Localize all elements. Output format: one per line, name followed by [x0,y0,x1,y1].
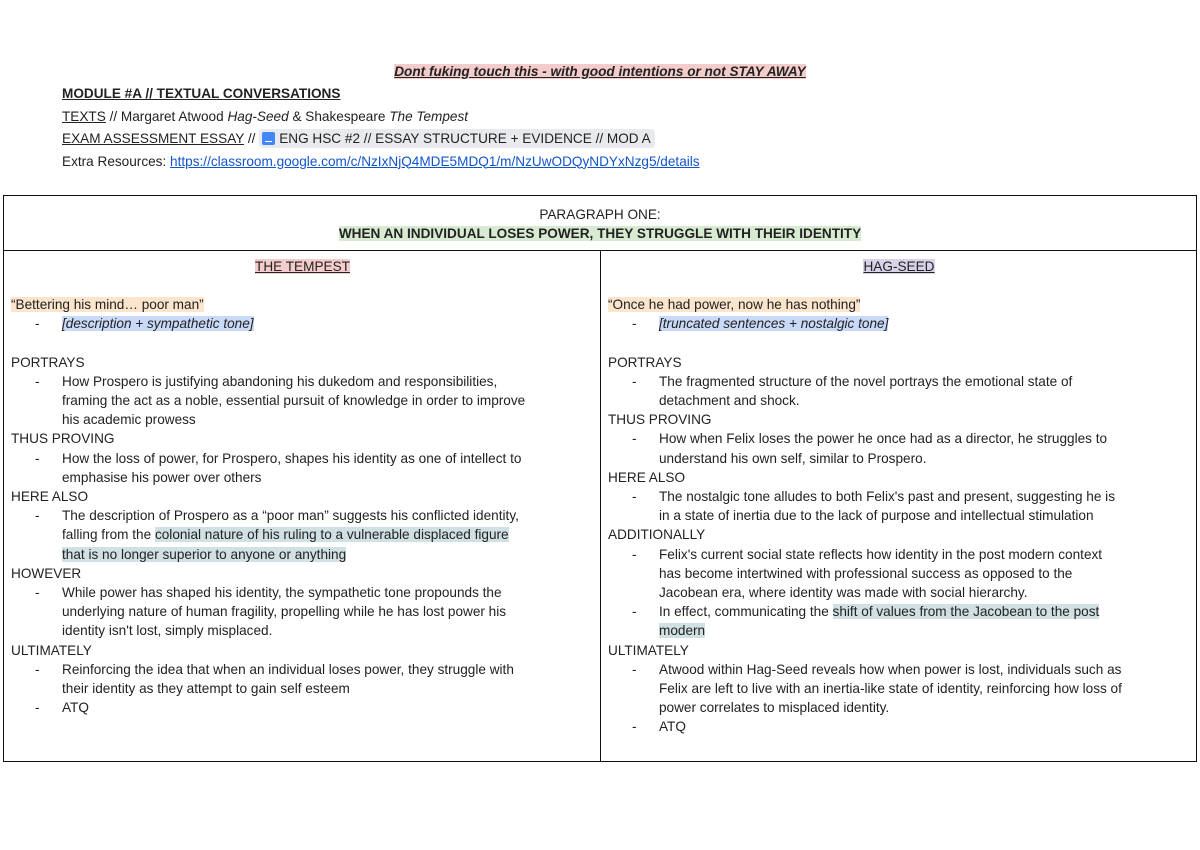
list-item-text: his academic prowess [62,412,196,428]
texts-label: TEXTS [62,108,106,124]
document-header [62,62,1142,173]
list-item-text: While power has shaped his identity, the sympathetic tone propounds the [62,585,502,601]
highlighted-text: modern [659,623,706,639]
highlighted-text: that is no longer superior to anyone or anything [62,546,347,562]
list-item [608,372,1190,410]
column-title-hag-seed [608,257,1190,276]
texts-line [62,106,1142,129]
text-title-tempest: The Tempest [389,108,469,124]
tempest-column [4,251,601,761]
section-label: THUS PROVING [608,412,712,428]
section-label: ULTIMATELY [11,642,92,658]
warning-text: Dont fuking touch this - with good intentions or not STAY AWAY [394,64,806,79]
tempest-device [11,314,594,333]
list-item-text: How Prospero is justifying abandoning his dukedom and responsibilities, [62,373,498,389]
list-item [608,717,1190,736]
list-item [11,660,594,698]
exam-line [62,128,1142,151]
column-title-tempest [11,257,594,276]
list-item-text: ATQ [659,719,686,735]
list-item-text: their identity as they attempt to gain self esteem [62,681,350,697]
section-label: THUS PROVING [11,431,115,447]
list-item [608,429,1190,467]
list-item [11,372,594,430]
chip-label: ENG HSC #2 // ESSAY STRUCTURE + EVIDENCE // MOD A [279,131,651,146]
list-item [11,583,594,641]
hag-seed-device [608,314,1190,333]
hag-seed-title-text: HAG-SEED [863,259,935,274]
highlighted-text: shift of values from the Jacobean to the post [832,604,1100,620]
tempest-quote [11,295,594,314]
list-item-text: in a state of inertia due to the lack of purpose and intellectual stimulation [659,508,1094,524]
hag-seed-device-text: [truncated sentences + nostalgic tone] [659,316,889,332]
section-label: HERE ALSO [608,469,686,485]
list-item-text: has become intertwined with professional success as opposed to the [659,565,1073,581]
list-item-text: Felix's current social state reflects how identity in the post modern context [659,546,1103,562]
text-title-hag-seed: Hag-Seed [227,108,289,124]
list-item-text: The nostalgic tone alludes to both Felix's past and present, suggesting he is [659,489,1116,505]
thesis-text: WHEN AN INDIVIDUAL LOSES POWER, THEY STRUGGLE WITH THEIR IDENTITY [338,226,862,241]
list-item-text: power correlates to misplaced identity. [659,700,890,716]
list-item-text: The description of Prospero as a “poor man” suggests his conflicted identity, [62,508,519,524]
section-label: HERE ALSO [11,489,89,505]
list-item-text: Felix are left to live with an inertia-like state of identity, reinforcing how loss of [659,681,1122,697]
highlighted-text: colonial nature of his ruling to a vulnerable displaced figure [154,527,509,543]
list-item-text: Atwood within Hag-Seed reveals how when power is lost, individuals such as [659,661,1122,677]
list-item-text: The fragmented structure of the novel portrays the emotional state of [659,373,1073,389]
section-label: ULTIMATELY [608,642,689,658]
section-label: HOWEVER [11,565,82,581]
list-item-text: detachment and shock. [659,393,800,408]
table-columns [4,251,1196,761]
list-item [11,449,594,487]
extra-resources-label: Extra Resources: [62,153,171,169]
list-item [608,545,1190,603]
list-item-text: In effect, communicating the [659,604,833,620]
list-item-text: understand his own self, similar to Prospero. [659,450,927,466]
list-item-text: How when Felix loses the power he once had as a director, he struggles to [659,431,1108,447]
table-heading [4,196,1196,251]
list-item-text: How the loss of power, for Prospero, shapes his identity as one of intellect to [62,450,522,466]
classroom-link[interactable]: https://classroom.google.com/c/NzIxNjQ4MDE5MDQ1/m/NzUwODQyNDYxNzg5/details [170,153,700,169]
exam-label: EXAM ASSESSMENT ESSAY [62,131,245,146]
tempest-device-text: [description + sympathetic tone] [62,316,254,332]
tempest-title-text: THE TEMPEST [255,259,350,274]
list-item [608,487,1190,525]
exam-separator: // [244,131,260,146]
hag-seed-quote-text: “Once he had power, now he has nothing” [608,297,861,312]
list-item [11,698,594,717]
texts-connector: & Shakespeare [288,108,390,124]
paragraph-heading: PARAGRAPH ONE: [539,207,661,222]
paragraph-thesis [4,224,1196,243]
hag-seed-column [601,251,1196,761]
list-item [608,660,1190,718]
tempest-quote-text: “Bettering his mind… poor man” [11,297,204,312]
extra-resources-line [62,151,1142,174]
essay-table [3,195,1197,762]
section-label: PORTRAYS [11,354,85,370]
list-item-text: underlying nature of human fragility, propelling while he has lost power his [62,604,507,620]
module-title: MODULE #A // TEXTUAL CONVERSATIONS [62,86,341,101]
list-item-text: falling from the [62,527,155,543]
list-item-text: Reinforcing the idea that when an individual loses power, they struggle with [62,661,514,677]
list-item-text: identity isn't lost, simply misplaced. [62,623,273,639]
doc-icon [262,132,275,145]
list-item-text: ATQ [62,700,89,716]
list-item-text: Jacobean era, where identity was made with social hierarchy. [659,585,1028,601]
hag-seed-quote [608,295,1190,314]
list-item-text: emphasise his power over others [62,469,262,485]
section-label: PORTRAYS [608,354,682,370]
list-item-text: framing the act as a noble, essential pursuit of knowledge in order to improve [62,393,526,408]
document-link-chip[interactable] [259,129,655,148]
section-label: ADDITIONALLY [608,527,706,543]
texts-separator: // Margaret Atwood [105,108,228,124]
list-item [608,602,1190,640]
list-item [11,506,594,564]
warning-note [0,62,1200,81]
